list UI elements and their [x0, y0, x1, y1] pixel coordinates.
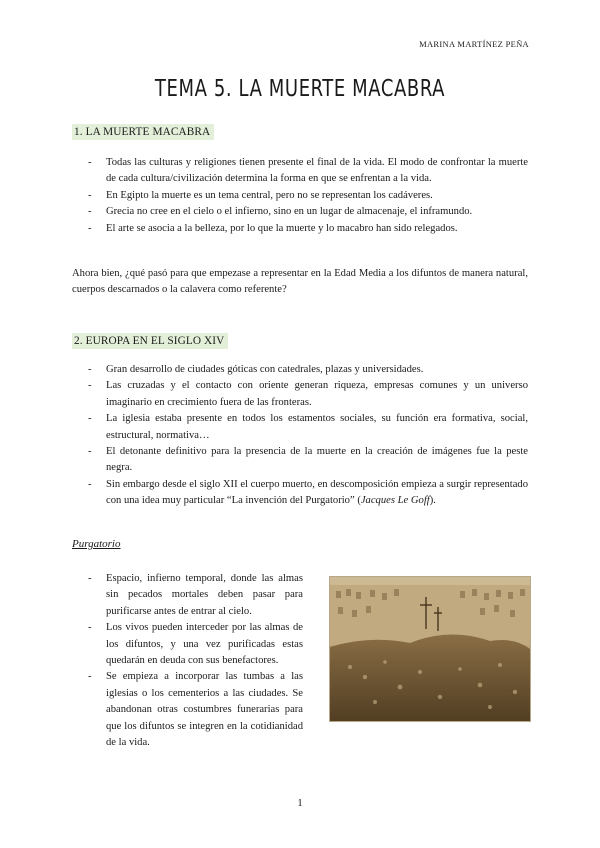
list-item: - Las cruzadas y el contacto con oriente generan riqueza, empresas comunes y un universo imaginario en crecimiento fuera de las fronteras. — [88, 378, 528, 411]
page-number: 1 — [297, 797, 303, 809]
list-item: - La iglesia estaba presente en todos los estamentos sociales, su función era formativa, social, estructural, normativa… — [88, 411, 528, 444]
list-item: - Gran desarrollo de ciudades góticas con catedrales, plazas y universidades. — [88, 362, 528, 378]
list-item: - Todas las culturas y religiones tienen presente el final de la vida. El modo de confrontar la muerte de cada cultura/civilización determina la forma en que se enfrentan a la vida. — [88, 155, 528, 188]
section-1-list — [88, 155, 528, 237]
list-item: - El arte se asocia a la belleza, por lo que la muerte y lo macabro han sido relegados. — [88, 221, 528, 237]
list-item: - Espacio, infierno temporal, donde las almas sin pecados mortales deben pasar para purificarse antes de entrar al cielo. — [88, 571, 303, 620]
list-item: - Se empieza a incorporar las tumbas a las iglesias o los cementerios a las ciudades. Se abandonan otras costumbres funerarias para que los difuntos se integren en la cotidianidad de la vida. — [88, 669, 303, 751]
list-item-end: ). — [429, 495, 436, 507]
page-title: TEMA 5. LA MUERTE MACABRA — [154, 74, 446, 102]
header-author: MARINA MARTÍNEZ PEÑA — [419, 39, 529, 49]
purgatorio-list — [88, 571, 303, 751]
list-item: - Los vivos pueden interceder por las almas de los difuntos, y una vez purificadas estas quedarán en deuda con sus benefactores. — [88, 620, 303, 669]
section-heading-2: 2. EUROPA EN EL SIGLO XIV — [72, 333, 228, 349]
section-2-list — [88, 362, 528, 510]
section-1-paragraph: Ahora bien, ¿qué pasó para que empezase a representar en la Edad Media a los difuntos de manera natural, cuerpos descarnados o la calavera como referente? — [72, 268, 528, 296]
list-item: - El detonante definitivo para la presencia de la muerte en la creación de imágenes fue la peste negra. — [88, 444, 528, 477]
list-item: - Grecia no cree en el cielo o el infierno, sino en un lugar de almacenaje, el inframundo. — [88, 204, 528, 220]
author-citation: Jacques Le Goff — [360, 495, 430, 507]
list-item — [88, 477, 528, 510]
cemetery-photo-image — [330, 577, 530, 721]
section-heading-1: 1. LA MUERTE MACABRA — [72, 124, 214, 140]
list-item: - En Egipto la muerte es un tema central, pero no se representan los cadáveres. — [88, 188, 528, 204]
purgatorio-heading: Purgatorio — [72, 538, 121, 550]
cemetery-photo — [329, 576, 531, 722]
list-item-text: Sin embargo desde el siglo XII el cuerpo muerto, en descomposición empieza a surgir representado con una idea muy particular “La invención del Purgatorio” ( — [106, 478, 528, 507]
